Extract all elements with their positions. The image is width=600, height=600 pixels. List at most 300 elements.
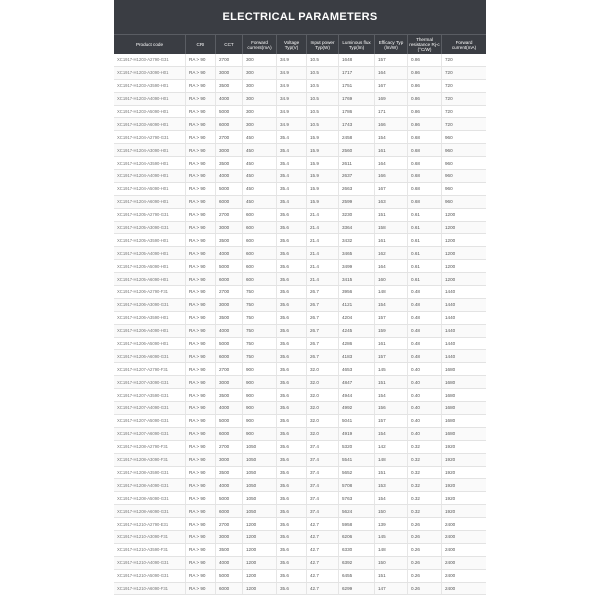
cell-luminous-flux: 5041 <box>338 415 374 427</box>
cell-efficacy: 154 <box>374 131 407 143</box>
cell-efficacy: 150 <box>374 557 407 569</box>
cell-cri: RA > 90 <box>185 492 215 504</box>
cell-luminous-flux: 4919 <box>338 428 374 440</box>
cell-efficacy: 142 <box>374 441 407 453</box>
cell-max-forward-current: 960 <box>441 131 486 143</box>
cell-luminous-flux: 5652 <box>338 467 374 479</box>
cell-thermal-resistance: 0.26 <box>407 531 441 543</box>
cell-luminous-flux: 3415 <box>338 273 374 285</box>
cell-luminous-flux: 3499 <box>338 260 374 272</box>
cell-luminous-flux: 1743 <box>338 118 374 130</box>
table-row <box>114 505 486 518</box>
cell-thermal-resistance: 0.48 <box>407 299 441 311</box>
cell-voltage: 35.6 <box>276 234 306 246</box>
cell-product-code: XC1917-H1204-A3090-H01 <box>117 147 169 153</box>
cell-max-forward-current: 1920 <box>441 454 486 466</box>
cell-product-code: XC1917-H1206-A5090-H01 <box>117 341 169 347</box>
cell-efficacy: 147 <box>374 583 407 595</box>
cell-cri: RA > 90 <box>185 389 215 401</box>
cell-max-forward-current: 1440 <box>441 350 486 362</box>
cell-cri: RA > 90 <box>185 118 215 130</box>
cell-forward-current: 450 <box>242 144 276 156</box>
cell-forward-current: 450 <box>242 170 276 182</box>
cell-thermal-resistance: 0.86 <box>407 54 441 66</box>
cell-input-power: 21.4 <box>306 209 338 221</box>
cell-thermal-resistance: 0.26 <box>407 583 441 595</box>
cell-voltage: 35.6 <box>276 492 306 504</box>
table-row <box>114 518 486 531</box>
cell-input-power: 26.7 <box>306 338 338 350</box>
cell-voltage: 35.6 <box>276 544 306 556</box>
cell-cct: 2700 <box>215 131 242 143</box>
cell-forward-current: 1200 <box>242 531 276 543</box>
cell-luminous-flux: 5320 <box>338 441 374 453</box>
cell-max-forward-current: 720 <box>441 106 486 118</box>
cell-efficacy: 157 <box>374 54 407 66</box>
cell-voltage: 35.6 <box>276 505 306 517</box>
cell-voltage: 35.6 <box>276 518 306 530</box>
cell-luminous-flux: 1648 <box>338 54 374 66</box>
cell-input-power: 42.7 <box>306 518 338 530</box>
column-header-voltage: Voltage Typ(V) <box>276 35 306 54</box>
cell-forward-current: 900 <box>242 389 276 401</box>
cell-efficacy: 154 <box>374 299 407 311</box>
cell-voltage: 35.6 <box>276 350 306 362</box>
cell-thermal-resistance: 0.48 <box>407 325 441 337</box>
cell-forward-current: 450 <box>242 183 276 195</box>
cell-forward-current: 750 <box>242 350 276 362</box>
cell-product-code: XC1917-H1208-A3090-F31 <box>117 457 168 463</box>
table-row <box>114 454 486 467</box>
column-header-thermal-resistance: Thermal resistance Rj-c (°C/W) <box>407 35 441 54</box>
cell-voltage: 35.6 <box>276 312 306 324</box>
cell-product-code: XC1917-H1208-A2790-F31 <box>117 444 168 450</box>
cell-thermal-resistance: 0.61 <box>407 273 441 285</box>
cell-thermal-resistance: 0.40 <box>407 428 441 440</box>
cell-cct: 2700 <box>215 363 242 375</box>
cell-product-code: XC1917-H1205-A2790-G31 <box>117 212 169 218</box>
table-row <box>114 389 486 402</box>
cell-thermal-resistance: 0.26 <box>407 544 441 556</box>
cell-cri: RA > 90 <box>185 131 215 143</box>
cell-input-power: 37.4 <box>306 479 338 491</box>
cell-thermal-resistance: 0.61 <box>407 222 441 234</box>
cell-product-code: XC1917-H1207-A6090-G31 <box>117 431 169 437</box>
cell-forward-current: 900 <box>242 402 276 414</box>
cell-cct: 2700 <box>215 209 242 221</box>
table-row <box>114 170 486 183</box>
cell-voltage: 35.6 <box>276 299 306 311</box>
cell-cri: RA > 90 <box>185 234 215 246</box>
cell-forward-current: 300 <box>242 118 276 130</box>
table-header <box>114 34 486 54</box>
cell-cct: 5000 <box>215 183 242 195</box>
cell-efficacy: 169 <box>374 93 407 105</box>
cell-cct: 3500 <box>215 157 242 169</box>
cell-forward-current: 900 <box>242 415 276 427</box>
cell-luminous-flux: 5708 <box>338 479 374 491</box>
cell-luminous-flux: 2611 <box>338 157 374 169</box>
cell-cct: 2700 <box>215 54 242 66</box>
cell-forward-current: 1050 <box>242 467 276 479</box>
cell-thermal-resistance: 0.32 <box>407 492 441 504</box>
column-header-input-power: Input power Typ(W) <box>306 35 338 54</box>
cell-input-power: 10.5 <box>306 54 338 66</box>
cell-luminous-flux: 6455 <box>338 570 374 582</box>
cell-thermal-resistance: 0.61 <box>407 247 441 259</box>
table-row <box>114 415 486 428</box>
cell-efficacy: 158 <box>374 222 407 234</box>
cell-efficacy: 139 <box>374 518 407 530</box>
cell-cri: RA > 90 <box>185 247 215 259</box>
cell-voltage: 35.6 <box>276 557 306 569</box>
cell-voltage: 35.6 <box>276 325 306 337</box>
cell-luminous-flux: 4944 <box>338 389 374 401</box>
column-header-luminous-flux: Luminous flux Typ(lm) <box>338 35 374 54</box>
cell-input-power: 42.7 <box>306 557 338 569</box>
cell-product-code: XC1917-H1208-A5090-G31 <box>117 495 169 501</box>
cell-input-power: 26.7 <box>306 299 338 311</box>
cell-luminous-flux: 4286 <box>338 338 374 350</box>
cell-efficacy: 157 <box>374 350 407 362</box>
cell-forward-current: 1200 <box>242 518 276 530</box>
cell-forward-current: 450 <box>242 196 276 208</box>
cell-max-forward-current: 1680 <box>441 376 486 388</box>
cell-thermal-resistance: 0.26 <box>407 570 441 582</box>
cell-luminous-flux: 4245 <box>338 325 374 337</box>
cell-input-power: 37.4 <box>306 492 338 504</box>
cell-input-power: 26.7 <box>306 350 338 362</box>
cell-product-code: XC1917-H1204-A4090-H01 <box>117 173 169 179</box>
cell-max-forward-current: 2400 <box>441 557 486 569</box>
cell-product-code: XC1917-H1204-A3590-H01 <box>117 160 169 166</box>
cell-luminous-flux: 2560 <box>338 144 374 156</box>
cell-forward-current: 300 <box>242 67 276 79</box>
cell-efficacy: 157 <box>374 312 407 324</box>
cell-product-code: XC1917-H1206-A3090-G31 <box>117 302 169 308</box>
cell-luminous-flux: 1717 <box>338 67 374 79</box>
cell-product-code: XC1917-H1205-A6090-H01 <box>117 276 169 282</box>
cell-cct: 3000 <box>215 67 242 79</box>
table-row <box>114 209 486 222</box>
page-title: ELECTRICAL PARAMETERS <box>114 0 486 34</box>
cell-efficacy: 160 <box>374 273 407 285</box>
cell-input-power: 15.9 <box>306 157 338 169</box>
cell-thermal-resistance: 0.48 <box>407 350 441 362</box>
cell-luminous-flux: 1769 <box>338 93 374 105</box>
cell-forward-current: 750 <box>242 299 276 311</box>
cell-cct: 6000 <box>215 583 242 595</box>
cell-cri: RA > 90 <box>185 299 215 311</box>
cell-product-code: XC1917-H1203-A3090-H01 <box>117 70 169 76</box>
cell-cri: RA > 90 <box>185 325 215 337</box>
table-row <box>114 183 486 196</box>
cell-cct: 4000 <box>215 325 242 337</box>
cell-efficacy: 153 <box>374 479 407 491</box>
cell-thermal-resistance: 0.61 <box>407 209 441 221</box>
cell-cri: RA > 90 <box>185 260 215 272</box>
cell-luminous-flux: 6330 <box>338 544 374 556</box>
cell-product-code: XC1917-H1204-A6090-H01 <box>117 199 169 205</box>
cell-cct: 3500 <box>215 312 242 324</box>
cell-efficacy: 167 <box>374 80 407 92</box>
cell-voltage: 34.9 <box>276 106 306 118</box>
cell-thermal-resistance: 0.32 <box>407 454 441 466</box>
cell-cct: 4000 <box>215 170 242 182</box>
column-header-max-forward-current: Forward current(mA) <box>441 35 486 54</box>
cell-efficacy: 154 <box>374 389 407 401</box>
cell-product-code: XC1917-H1207-A3090-G31 <box>117 379 169 385</box>
cell-thermal-resistance: 0.86 <box>407 67 441 79</box>
cell-forward-current: 600 <box>242 273 276 285</box>
cell-efficacy: 164 <box>374 157 407 169</box>
cell-input-power: 37.4 <box>306 467 338 479</box>
cell-efficacy: 151 <box>374 376 407 388</box>
cell-product-code: XC1917-H1203-A6090-H01 <box>117 121 169 127</box>
cell-efficacy: 161 <box>374 234 407 246</box>
cell-input-power: 26.7 <box>306 286 338 298</box>
cell-max-forward-current: 1440 <box>441 286 486 298</box>
cell-forward-current: 900 <box>242 428 276 440</box>
cell-max-forward-current: 720 <box>441 80 486 92</box>
cell-input-power: 37.4 <box>306 505 338 517</box>
cell-cri: RA > 90 <box>185 80 215 92</box>
cell-max-forward-current: 720 <box>441 118 486 130</box>
cell-thermal-resistance: 0.61 <box>407 260 441 272</box>
cell-cri: RA > 90 <box>185 363 215 375</box>
cell-thermal-resistance: 0.26 <box>407 518 441 530</box>
cell-input-power: 37.4 <box>306 441 338 453</box>
cell-max-forward-current: 1920 <box>441 492 486 504</box>
cell-efficacy: 151 <box>374 467 407 479</box>
cell-cri: RA > 90 <box>185 583 215 595</box>
cell-efficacy: 145 <box>374 363 407 375</box>
cell-luminous-flux: 2458 <box>338 131 374 143</box>
cell-input-power: 15.9 <box>306 183 338 195</box>
cell-product-code: XC1917-H1210-A6090-F31 <box>117 585 168 591</box>
cell-input-power: 10.5 <box>306 106 338 118</box>
cell-input-power: 32.0 <box>306 363 338 375</box>
cell-cri: RA > 90 <box>185 93 215 105</box>
cell-cri: RA > 90 <box>185 157 215 169</box>
cell-product-code: XC1917-H1207-A4090-G31 <box>117 405 169 411</box>
cell-thermal-resistance: 0.32 <box>407 441 441 453</box>
cell-luminous-flux: 4653 <box>338 363 374 375</box>
table-row <box>114 325 486 338</box>
cell-cri: RA > 90 <box>185 54 215 66</box>
cell-voltage: 35.6 <box>276 402 306 414</box>
cell-cri: RA > 90 <box>185 415 215 427</box>
cell-product-code: XC1917-H1203-A5090-H01 <box>117 109 169 114</box>
cell-thermal-resistance: 0.68 <box>407 196 441 208</box>
cell-forward-current: 600 <box>242 209 276 221</box>
cell-cri: RA > 90 <box>185 144 215 156</box>
cell-thermal-resistance: 0.61 <box>407 234 441 246</box>
cell-efficacy: 164 <box>374 67 407 79</box>
cell-product-code: XC1917-H1208-A6090-G31 <box>117 508 169 514</box>
cell-luminous-flux: 4183 <box>338 350 374 362</box>
cell-cct: 3500 <box>215 544 242 556</box>
cell-luminous-flux: 5763 <box>338 492 374 504</box>
table-row <box>114 286 486 299</box>
cell-cct: 5000 <box>215 106 242 118</box>
cell-thermal-resistance: 0.48 <box>407 312 441 324</box>
cell-thermal-resistance: 0.40 <box>407 415 441 427</box>
cell-voltage: 35.6 <box>276 376 306 388</box>
table-row <box>114 402 486 415</box>
cell-product-code: XC1917-H1207-A3590-G31 <box>117 392 169 398</box>
table-row <box>114 93 486 106</box>
cell-input-power: 32.0 <box>306 415 338 427</box>
table-row <box>114 441 486 454</box>
cell-luminous-flux: 3432 <box>338 234 374 246</box>
cell-voltage: 35.6 <box>276 479 306 491</box>
cell-voltage: 35.4 <box>276 170 306 182</box>
cell-voltage: 35.6 <box>276 415 306 427</box>
cell-voltage: 34.9 <box>276 93 306 105</box>
cell-forward-current: 600 <box>242 234 276 246</box>
table-row <box>114 234 486 247</box>
cell-cri: RA > 90 <box>185 312 215 324</box>
cell-luminous-flux: 3230 <box>338 209 374 221</box>
cell-voltage: 35.6 <box>276 428 306 440</box>
cell-thermal-resistance: 0.32 <box>407 467 441 479</box>
cell-product-code: XC1917-H1210-A4090-G31 <box>117 560 169 566</box>
cell-efficacy: 148 <box>374 544 407 556</box>
cell-input-power: 26.7 <box>306 325 338 337</box>
cell-thermal-resistance: 0.40 <box>407 376 441 388</box>
cell-forward-current: 750 <box>242 312 276 324</box>
cell-voltage: 34.9 <box>276 54 306 66</box>
cell-voltage: 35.4 <box>276 157 306 169</box>
cell-cri: RA > 90 <box>185 183 215 195</box>
cell-max-forward-current: 720 <box>441 54 486 66</box>
cell-forward-current: 450 <box>242 157 276 169</box>
cell-efficacy: 166 <box>374 170 407 182</box>
cell-forward-current: 1200 <box>242 570 276 582</box>
cell-thermal-resistance: 0.40 <box>407 363 441 375</box>
cell-product-code: XC1917-H1204-A2790-G31 <box>117 134 169 140</box>
electrical-parameters-sheet <box>114 0 486 600</box>
cell-max-forward-current: 1680 <box>441 428 486 440</box>
cell-forward-current: 600 <box>242 247 276 259</box>
cell-cct: 4000 <box>215 93 242 105</box>
column-header-forward-current: Forward current(mA) <box>242 35 276 54</box>
table-row <box>114 531 486 544</box>
table-row <box>114 247 486 260</box>
cell-forward-current: 450 <box>242 131 276 143</box>
cell-cct: 3000 <box>215 144 242 156</box>
cell-cct: 2700 <box>215 286 242 298</box>
table-row <box>114 570 486 583</box>
cell-efficacy: 171 <box>374 106 407 118</box>
cell-voltage: 35.6 <box>276 454 306 466</box>
cell-product-code: XC1917-H1208-A4090-G31 <box>117 482 169 488</box>
cell-forward-current: 600 <box>242 222 276 234</box>
table-row <box>114 467 486 480</box>
table-row <box>114 260 486 273</box>
cell-voltage: 35.6 <box>276 467 306 479</box>
cell-thermal-resistance: 0.32 <box>407 479 441 491</box>
cell-luminous-flux: 4992 <box>338 402 374 414</box>
cell-input-power: 42.7 <box>306 583 338 595</box>
cell-max-forward-current: 2400 <box>441 531 486 543</box>
cell-forward-current: 1200 <box>242 583 276 595</box>
cell-cct: 3500 <box>215 80 242 92</box>
cell-cct: 4000 <box>215 247 242 259</box>
cell-product-code: XC1917-H1210-A3090-F31 <box>117 534 168 540</box>
cell-max-forward-current: 960 <box>441 144 486 156</box>
table-row <box>114 428 486 441</box>
cell-luminous-flux: 3364 <box>338 222 374 234</box>
cell-efficacy: 166 <box>374 118 407 130</box>
table-row <box>114 363 486 376</box>
cell-product-code: XC1917-H1207-A2790-F31 <box>117 366 168 372</box>
cell-voltage: 35.6 <box>276 363 306 375</box>
cell-input-power: 10.5 <box>306 93 338 105</box>
cell-input-power: 32.0 <box>306 389 338 401</box>
cell-input-power: 10.5 <box>306 80 338 92</box>
table-row <box>114 338 486 351</box>
cell-cct: 2700 <box>215 441 242 453</box>
cell-forward-current: 750 <box>242 325 276 337</box>
table-row <box>114 350 486 363</box>
cell-cri: RA > 90 <box>185 209 215 221</box>
cell-cri: RA > 90 <box>185 170 215 182</box>
cell-voltage: 35.4 <box>276 131 306 143</box>
cell-max-forward-current: 1200 <box>441 209 486 221</box>
cell-forward-current: 1200 <box>242 557 276 569</box>
cell-input-power: 32.0 <box>306 428 338 440</box>
cell-efficacy: 154 <box>374 428 407 440</box>
cell-luminous-flux: 1786 <box>338 106 374 118</box>
cell-product-code: XC1917-H1210-A2790-E31 <box>117 521 169 527</box>
cell-input-power: 10.5 <box>306 118 338 130</box>
table-row <box>114 492 486 505</box>
cell-forward-current: 300 <box>242 54 276 66</box>
cell-cct: 3000 <box>215 454 242 466</box>
cell-input-power: 21.4 <box>306 234 338 246</box>
cell-cct: 4000 <box>215 479 242 491</box>
cell-cct: 4000 <box>215 402 242 414</box>
cell-cri: RA > 90 <box>185 222 215 234</box>
cell-voltage: 34.9 <box>276 80 306 92</box>
cell-efficacy: 167 <box>374 183 407 195</box>
cell-luminous-flux: 4121 <box>338 299 374 311</box>
cell-cri: RA > 90 <box>185 376 215 388</box>
cell-forward-current: 1050 <box>242 505 276 517</box>
cell-voltage: 35.6 <box>276 260 306 272</box>
cell-luminous-flux: 5958 <box>338 518 374 530</box>
cell-cri: RA > 90 <box>185 557 215 569</box>
table-row <box>114 144 486 157</box>
cell-input-power: 32.0 <box>306 376 338 388</box>
table-row <box>114 479 486 492</box>
cell-forward-current: 300 <box>242 93 276 105</box>
cell-voltage: 35.6 <box>276 247 306 259</box>
cell-thermal-resistance: 0.40 <box>407 402 441 414</box>
cell-cct: 3000 <box>215 299 242 311</box>
cell-cct: 6000 <box>215 118 242 130</box>
table-row <box>114 118 486 131</box>
cell-cri: RA > 90 <box>185 441 215 453</box>
cell-product-code: XC1917-H1205-A3590-H01 <box>117 237 169 243</box>
cell-cri: RA > 90 <box>185 402 215 414</box>
cell-max-forward-current: 1440 <box>441 338 486 350</box>
cell-efficacy: 151 <box>374 209 407 221</box>
column-header-cri: CRI <box>185 35 215 54</box>
cell-efficacy: 154 <box>374 492 407 504</box>
